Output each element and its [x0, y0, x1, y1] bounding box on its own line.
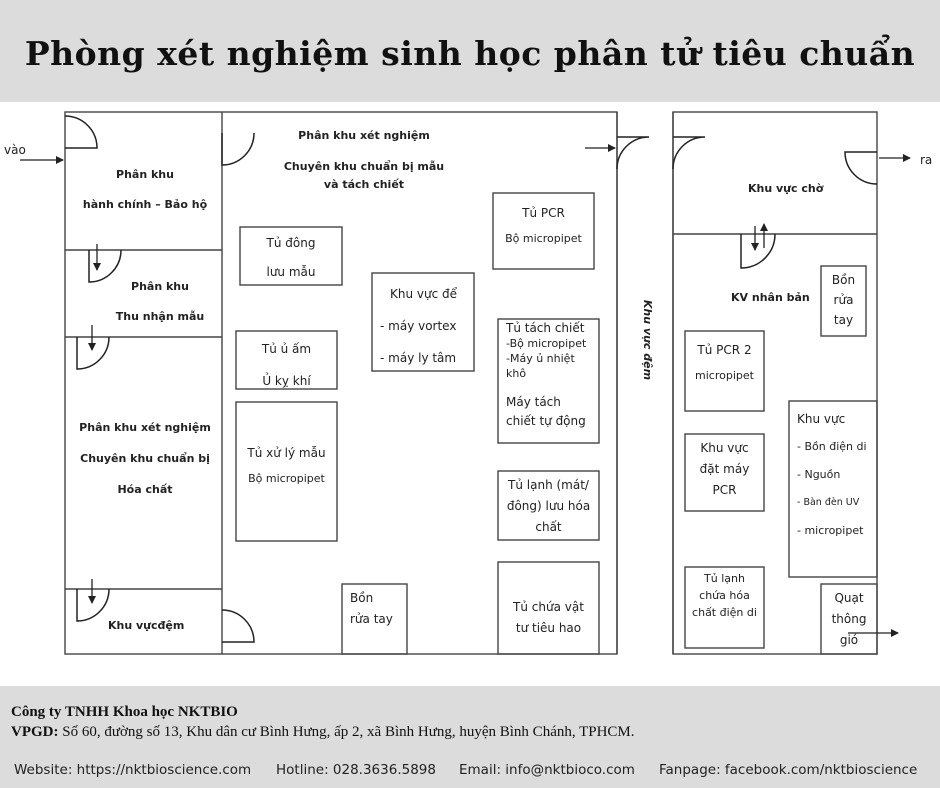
page-title: Phòng xét nghiệm sinh học phân tử tiêu chuẩn: [24, 34, 916, 73]
test-zone-label: Phân khu xét nghiệm Chuyên khu chuẩn bị mẫu và tách chiết: [283, 129, 445, 191]
pcr-machine-label: Khu vực đặt máy PCR: [699, 441, 750, 497]
pcr2-label: Tủ PCR 2 micropipet: [695, 343, 754, 382]
processing-label: Tủ xử lý mẫu Bộ micropipet: [247, 446, 326, 485]
corridor-label: Khu vực đệm: [641, 299, 654, 381]
fridge-label: Tủ lạnh (mát/ đông) lưu hóa chất: [506, 478, 591, 534]
sink-mid-label: Bồn rửa tay: [350, 591, 393, 626]
email-link[interactable]: Email: info@nktbioco.com: [459, 762, 635, 778]
door: [222, 133, 254, 165]
door: [741, 234, 775, 268]
door: [65, 116, 97, 148]
footer: [0, 686, 940, 788]
header-banner: [0, 0, 940, 102]
electro-area-label: Khu vực - Bồn điện di - Nguồn - Bàn đèn UV - micropipet: [797, 412, 867, 537]
door: [77, 589, 109, 621]
fan-label: Quạt thông gió: [831, 591, 867, 647]
waiting-area-label: Khu vực chờ: [748, 182, 824, 195]
address-text: Số 60, đường số 13, Khu dân cư Bình Hưng, ấp 2, xã Bình Hưng, huyện Bình Chánh, TPHCM.: [62, 724, 635, 740]
freezer-label: Tủ đông lưu mẫu: [266, 236, 316, 279]
website-link[interactable]: Website: https://nktbioscience.com: [14, 762, 252, 778]
sink-right-label: Bồn rửa tay: [831, 273, 856, 327]
hotline-text: Hotline: 028.3636.5898: [276, 762, 436, 778]
exit-label: ra: [920, 153, 933, 167]
floor-plan: [0, 102, 940, 686]
amplification-area-label: KV nhân bản: [731, 291, 810, 304]
extraction-label: Tủ tách chiết -Bộ micropipet -Máy ủ nhiệt khô Máy tách chiết tự động: [506, 321, 587, 428]
consumables-label: Tủ chứa vật tư tiêu hao: [513, 600, 584, 635]
door: [673, 137, 705, 169]
chem-prep-zone-label: Phân khu xét nghiệm Chuyên khu chuẩn bị Hóa chất: [79, 421, 211, 496]
door: [617, 137, 649, 169]
door: [77, 337, 109, 369]
fanpage-link[interactable]: Fanpage: facebook.com/nktbioscience: [659, 762, 918, 778]
entry-label: vào: [4, 143, 26, 157]
pcr-cabinet-label: Tủ PCR Bộ micropipet: [505, 206, 582, 245]
incubator-label: Tủ ủ ấm Ủ kỵ khí: [261, 342, 312, 388]
address-label: VPGD:: [11, 724, 59, 740]
door: [222, 610, 254, 642]
admin-zone-label: Phân khu hành chính – Bảo hộ: [82, 168, 208, 211]
company-name: Công ty TNHH Khoa học NKTBIO: [11, 704, 238, 720]
buffer-zone-left-label: Khu vựcđệm: [108, 619, 185, 632]
vortex-area-label: Khu vực để - máy vortex - máy ly tâm: [380, 287, 458, 365]
company-address: [11, 724, 635, 741]
fridge-electro-label: Tủ lạnh chứa hóa chất điện di: [692, 572, 757, 619]
door: [845, 152, 877, 184]
reception-zone-label: Phân khu Thu nhận mẫu: [115, 280, 205, 323]
